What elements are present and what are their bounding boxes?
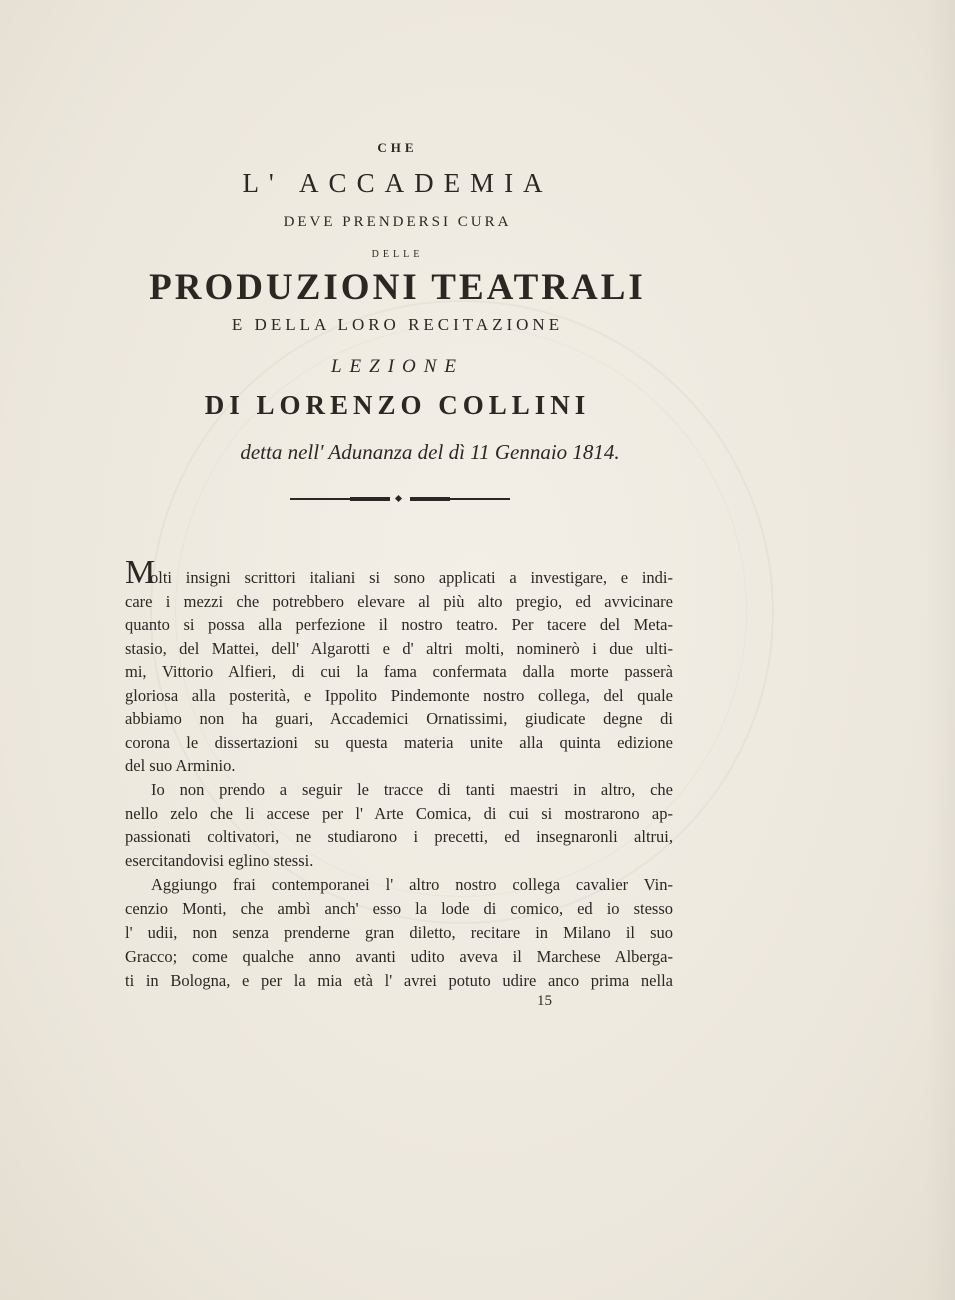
ornamental-rule — [290, 496, 510, 502]
heading-autore: DI LORENZO COLLINI — [204, 390, 591, 420]
page-edge-shadow — [925, 0, 955, 1300]
text-line: Gracco; come qualche anno avanti udito aveva il Marchese Alberga- — [125, 947, 673, 966]
heading-deve: DEVE PRENDERSI CURA — [283, 214, 512, 230]
drop-cap: M — [125, 554, 156, 591]
text-line: passionati coltivatori, ne studiarono i precetti, ed insegnaronli altrui, — [125, 827, 673, 846]
text-line: olti insigni scrittori italiani si sono applicati a investigare, e indi- — [150, 568, 673, 587]
text-line: l' udii, non senza prenderne gran diletto, recitare in Milano il suo — [125, 923, 673, 942]
text-line: stasio, del Mattei, dell' Algarotti e d' altri molti, nominerò i due ulti- — [125, 638, 673, 658]
text-line: nello zelo che li accese per l' Arte Comica, di cui si mostrarono ap- — [125, 803, 673, 823]
text-line: quanto si possa alla perfezione il nostro teatro. Per tacere del Meta- — [125, 615, 673, 634]
text-line: Aggiungo frai contemporanei l' altro nostro collega cavalier Vin- — [151, 875, 673, 894]
text-line: ti in Bologna, e per la mia età l' avrei potuto udire anco prima nella — [125, 971, 673, 990]
heading-detta: detta nell' Adunanza del dì 11 Gennaio 1814. — [240, 440, 620, 464]
text-line: mi, Vittorio Alfieri, di cui la fama confermata dalla morte passerà — [125, 662, 673, 681]
text-line: corona le dissertazioni su questa materia unite alla quinta edizione — [125, 732, 673, 752]
text-line: gloriosa alla posterità, e Ippolito Pindemonte nostro collega, del quale — [125, 685, 673, 705]
page-number: 15 — [537, 993, 552, 1009]
heading-della: E DELLA LORO RECITAZIONE — [231, 315, 564, 334]
rule-diamond-icon — [395, 495, 402, 502]
heading-lezione: LEZIONE — [330, 356, 465, 377]
text-line: Io non prendo a seguir le tracce di tanti maestri in altro, che — [151, 780, 673, 799]
text-line: abbiamo non ha guari, Accademici Ornatissimi, giudicate degne di — [125, 709, 673, 728]
heading-accademia: L' ACCADEMIA — [242, 168, 553, 198]
text-line: care i mezzi che potrebbero elevare al più alto pregio, ed avvicinare — [125, 591, 673, 611]
text-line: del suo Arminio. — [125, 756, 236, 775]
heading-delle: DELLE — [371, 249, 424, 260]
text-line: esercitandovisi eglino stessi. — [125, 850, 314, 870]
text-line: cenzio Monti, che ambì anch' esso la lode di comico, ed io stesso — [125, 899, 673, 918]
heading-che: CHE — [377, 140, 418, 155]
heading-produzioni: PRODUZIONI TEATRALI — [149, 267, 646, 308]
rule-left-thick — [350, 497, 390, 501]
rule-right-thick — [410, 497, 450, 501]
